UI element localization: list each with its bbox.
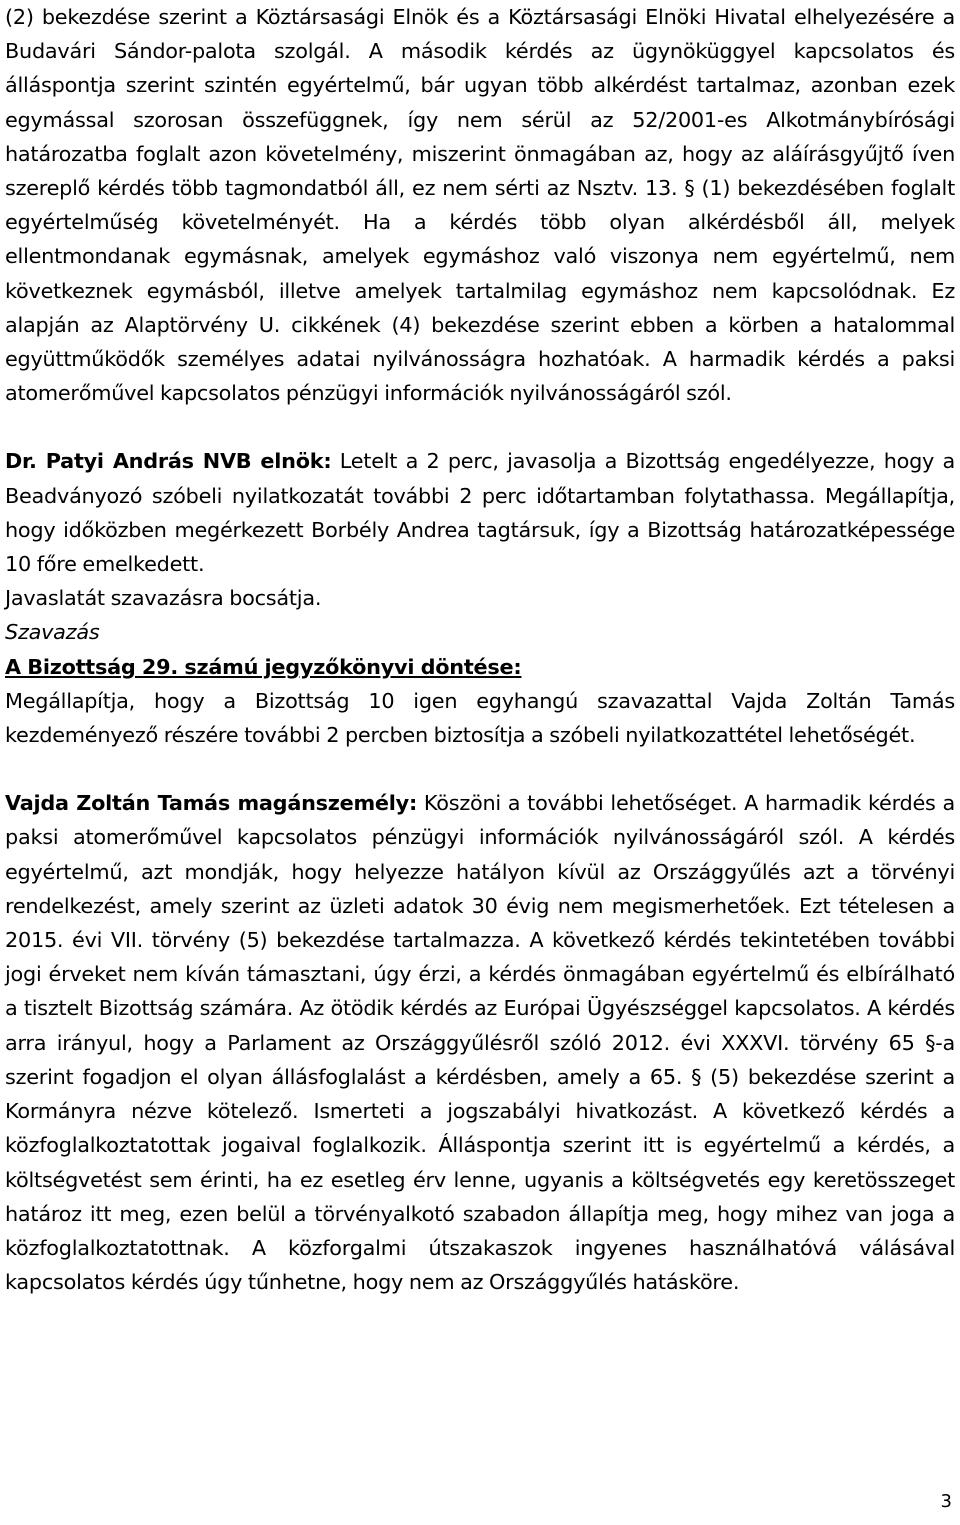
paragraph-vote-call: Javaslatát szavazásra bocsátja. [5,586,322,611]
decision-heading: A Bizottság 29. számú jegyzőkönyvi döntése: [5,654,522,679]
paragraph-vote-label: Szavazás [5,620,100,645]
speaker-name-citizen: Vajda Zoltán Tamás magánszemély: [5,791,418,816]
paragraph-chair-statement [5,444,955,581]
speaker-name-chair: Dr. Patyi András NVB elnök: [5,449,332,474]
paragraph-decision: Megállapítja, hogy a Bizottság 10 igen egyhangú szavazattal Vajda Zoltán Tamás kezdeményező részére további 2 percben biztosítja a szóbeli nyilatkozattétel lehetőségét. [5,688,955,748]
paragraph-gap [5,752,955,786]
paragraph-intro: (2) bekezdése szerint a Köztársasági Elnök és a Köztársasági Elnöki Hivatal elhelyezésére a Budavári Sándor-palota szolgál. A második kérdés az ügynöküggyel kapcsolatos és álláspontja szerint szintén egyértelmű, bár ugyan több alkérdést tartalmaz, azonban ezek egymással szorosan összefüggnek, így nem sérül az 52/2001-es Alkotmánybírósági határozatba foglalt azon követelmény, miszerint önmagában az, hogy az aláírásgyűjtő íven szereplő kérdés több tagmondatból áll, ez nem sérti az Nsztv. 13. § (1) bekezdésében foglalt egyértelműség követelményét. Ha a kérdés több olyan alkérdésből áll, melyek ellentmondanak egymásnak, amelyek egymáshoz való viszonya nem egyértelmű, nem következnek egymásból, illetve amelyek tartalmilag egymáshoz nem kapcsolódnak. Ez alapján az Alaptörvény U. cikkének (4) bekezdése szerint ebben a körben a hatalommal együttműködők személyes adatai nyilvánosságra hozhatóak. A harmadik kérdés a paksi atomerőművel kapcsolatos pénzügyi információk nyilvánosságáról szól. [5,5,955,406]
document-page [5,0,955,1299]
paragraph-citizen-statement [5,786,955,1299]
paragraph-gap [5,410,955,444]
page-number: 3 [940,1491,952,1512]
chair-statement-text: Letelt a 2 perc, javasolja a Bizottság engedélyezze, hogy a Beadványozó szóbeli nyilatkozatát további 2 perc időtartamban folytathassa. Megállapítja, hogy időközben megérkezett Borbély Andrea tagtársuk, így a Bizottság határozatképessége 10 főre emelkedett. [5,449,955,577]
citizen-statement-text: Köszöni a további lehetőséget. A harmadik kérdés a paksi atomerőművel kapcsolatos pénzügyi információk nyilvánosságáról szól. A kérdés egyértelmű, azt mondják, hogy helyezze hatályon kívül az Országgyűlés azt a törvényi rendelkezést, amely szerint az üzleti adatok 30 évig nem megismerhetőek. Ezt tételesen a 2015. évi VII. törvény (5) bekezdése tartalmazza. A következő kérdés tekintetében további jogi érveket nem kíván támasztani, úgy érzi, a kérdés önmagában egyértelmű és elbírálható a tisztelt Bizottság számára. Az ötödik kérdés az Európai Ügyészséggel kapcsolatos. A kérdés arra irányul, hogy a Parlament az Országgyűlésről szóló 2012. évi XXXVI. törvény 65 §-a szerint fogadjon el olyan állásfoglalást a kérdésben, amely a 65. § (5) bekezdése szerint a Kormányra nézve kötelező. Ismerteti a jogszabályi hivatkozást. A következő kérdés a közfoglalkoztatottak jogaival foglalkozik. Álláspontja szerint itt is egyértelmű a kérdés, a költségvetést sem érinti, ha ez esetleg érv lenne, ugyanis a költségvetés egy keretösszeget határoz itt meg, ezen belül a törvényalkotó szabadon állapítja meg, hogy mihez van joga a közfoglalkoztatottnak. A közforgalmi útszakaszok ingyenes használhatóvá válásával kapcsolatos kérdés úgy tűnhetne, hogy nem az Országgyűlés hatásköre. [5,791,955,1295]
